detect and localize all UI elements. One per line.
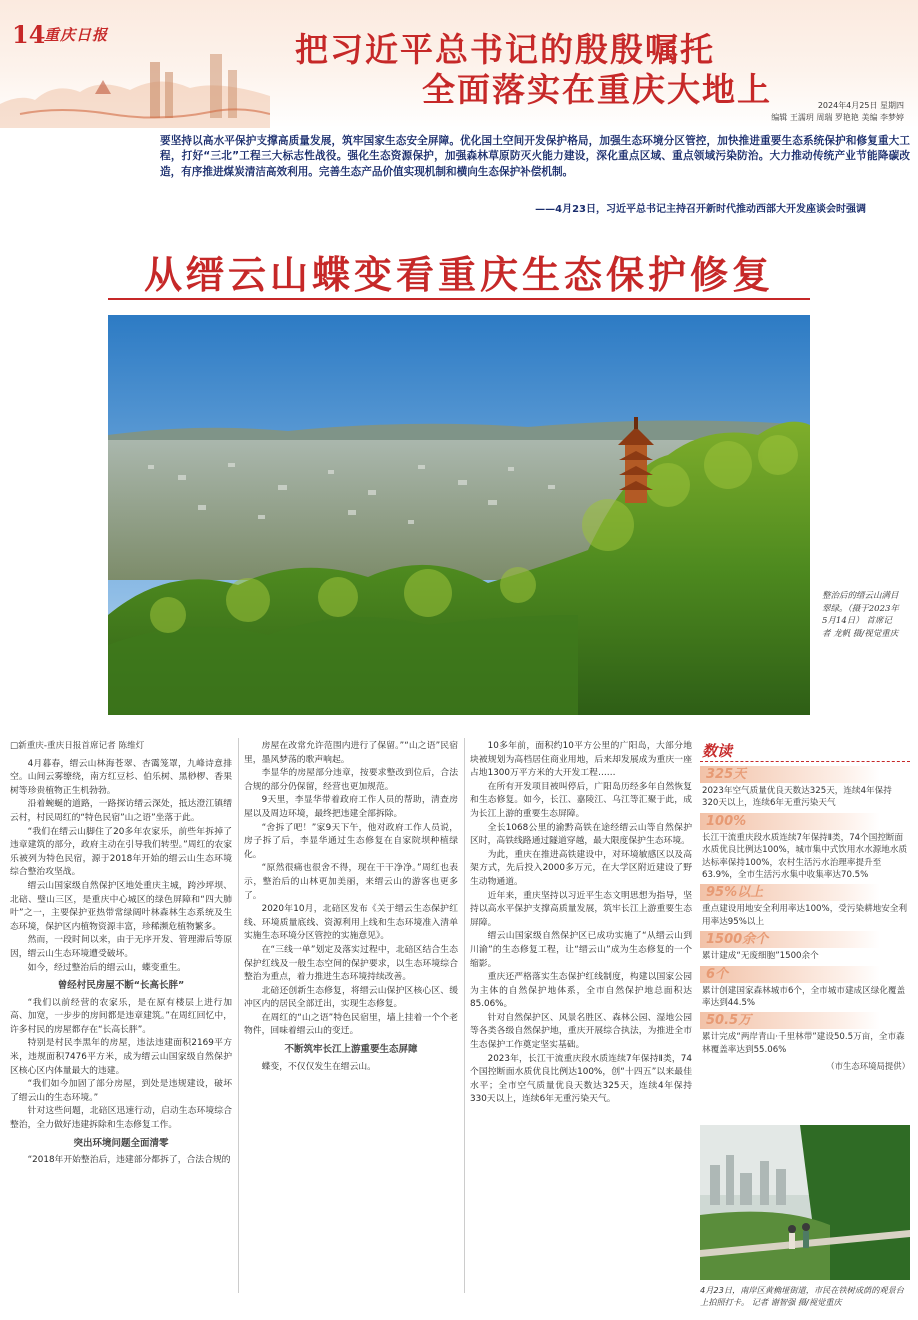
stat-value: 325天 bbox=[700, 766, 880, 783]
paragraph: 针对这些问题，北碚区迅速行动，启动生态环境综合整治，全力做好违建拆除和生态修复工作。 bbox=[10, 1106, 232, 1131]
stat-item bbox=[700, 813, 910, 882]
paragraph: 缙云山国家级自然保护区地处重庆主城，跨沙坪坝、北碚、璧山三区，是重庆中心城区的绿色屏障和“四大肺叶”之一，主要保护亚热带常绿阔叶林森林生态系统及生态环境，保护区内植物资源丰富，珍稀濒危植物繁多。 bbox=[10, 880, 232, 932]
newspaper-name: 重庆日报 bbox=[44, 26, 109, 44]
paragraph: 9天里，李显华带着政府工作人员的帮助，清查房屋以及周边环境，最终把违建全部拆除。 bbox=[244, 795, 458, 819]
paragraph: 4月暮春，缙云山林海苍翠、杏霭笼罩，九峰诗意排空。山间云雾缭绕，南方红豆杉、伯乐树、黑桫椤、香果树等珍贵植物正生机勃勃。 bbox=[10, 758, 232, 796]
page-number: 14 bbox=[12, 20, 46, 49]
jinyun-mountain-photo bbox=[108, 315, 810, 715]
paragraph: “2018年开始整治后，违建部分都拆了，合法合规的 bbox=[27, 1155, 231, 1166]
banner-title-line1: 把习近平总书记的殷殷嘱托 bbox=[295, 30, 715, 69]
paragraph: 蝶变，不仅仅发生在缙云山。 bbox=[261, 1061, 376, 1072]
caption-area bbox=[810, 315, 904, 715]
viewing-platform-photo bbox=[700, 1125, 910, 1280]
editors-credit: 编辑 王濡玥 周瑞 罗艳艳 美编 李梦婷 bbox=[771, 113, 904, 122]
paragraph: “原然很痛也很舍不得，现在干干净净。”周红也表示，整治后的山林更加美丽，来缙云山的游客也更多了。 bbox=[244, 863, 458, 901]
headline-rule bbox=[108, 298, 810, 300]
stat-description: 累计建成“无废细胞”1500余个 bbox=[702, 951, 819, 962]
paragraph: 全长1068公里的渝黔高铁在途经缙云山等自然保护区时，高铁线路通过隧道穿越，最大限度保护生态环境。 bbox=[470, 822, 692, 847]
paragraph: 房屋在改常允许范围内进行了保留。”“山之语”民宿里，墨风梦荡的歌声响起。 bbox=[244, 741, 458, 765]
paragraph: 然而，一段时间以来，由于无序开发、管理滞后等原因，缙云山生态环境遭受破坏。 bbox=[10, 935, 232, 959]
paragraph: 2023年，长江干流重庆段水质连续7年保持Ⅱ类，74个国控断面水质优良比例达100%，创“十四五”以来最佳水平；全市空气质量优良天数达325天，连续4年保持330天以上，连续6年无重污染天气。 bbox=[470, 1053, 692, 1105]
column-divider bbox=[238, 738, 239, 1293]
paragraph: 如今，经过整治后的缙云山，蝶变重生。 bbox=[27, 962, 186, 973]
stat-item bbox=[700, 931, 910, 962]
subheading: 不断筑牢长江上游重要生态屏障 bbox=[284, 1044, 418, 1056]
main-headline: 从缙云山蝶变看重庆生态保护修复 bbox=[143, 252, 774, 297]
paragraph: 在所有开发项目被叫停后，广阳岛历经多年自然恢复和生态修复。如今，长江、嘉陵江、乌江等汇聚于此，成为长江上游的重要生态屏障。 bbox=[470, 781, 692, 819]
article-column-2 bbox=[244, 740, 458, 1074]
stat-description: 累计完成“两岸青山·千里林带”建设50.5万亩，全市森林覆盖率达到55.06% bbox=[702, 1032, 905, 1055]
paragraph: 沿着蜿蜒的道路，一路探访缙云深处，抵达澄江镇缙云村，村民周红的“特色民宿”山之语”坐落于此。 bbox=[10, 799, 232, 823]
paragraph: “舍拆了吧！”家9天下午，他对政府工作人员说，房子拆了后，李显华通过生态修复在自家院坝种植绿化。 bbox=[244, 822, 458, 860]
leader-quote: 要坚持以高水平保护支撑高质量发展，筑牢国家生态安全屏障。优化国土空间开发保护格局，加强生态环境分区管控，加快推进重要生态系统保护和修复重大工程，打好“三北”工程三大标志性战役。强化生态资源保护，加强森林草原防灭火能力建设，深化重点区域、重点领域污染防治。大力推动传统产业节能降碳改造，有序推进煤炭清洁高效利用。完善生态产品价值实现机制和横向生态保护补偿机制。 bbox=[160, 135, 910, 178]
column-divider bbox=[464, 738, 465, 1293]
stat-description: 累计创建国家森林城市6个，全市城市建成区绿化覆盖率达到44.5% bbox=[702, 985, 906, 1009]
stat-item bbox=[700, 1012, 910, 1056]
paragraph: 为此，重庆在推进高铁建设中，对环境敏感区以及高架方式，先后投入2000多万元，在大学区附近建设了野生动物通道。 bbox=[470, 849, 692, 887]
stat-description: 长江干流重庆段水质连续7年保持Ⅱ类，74个国控断面水质优良比例达100%，城市集中式饮用水水源地水质达标率保持100%，农村生活污水治理率提升至63.9%，全市生活污水集中收集率达70.5% bbox=[702, 832, 908, 881]
paragraph: 2020年10月，北碚区发布《关于缙云生态保护红线、环境质量底线、资源利用上线和生态环境准入清单实施生态环境分区管控的实施意见》。 bbox=[244, 904, 458, 942]
article-column-3 bbox=[470, 740, 692, 1107]
paragraph: 在“三线一单”划定及落实过程中，北碚区结合生态保护红线及一般生态空间的保护要求，以生态环境综合整治为重点，着力推进生态环境持续改善。 bbox=[244, 944, 458, 983]
paragraph: 李显华的房屋部分违章，按要求整改到位后，合法合规的部分仍保留，经营也更加规范。 bbox=[244, 768, 458, 792]
paragraph: “我们以前经营的农家乐，是在原有楼层上进行加高、加宽，一步步的房间都是违章建筑。”在周红回忆中，许多村民的房屋都存在“长高长胖”。 bbox=[10, 997, 232, 1035]
banner-title-line2: 全面落实在重庆大地上 bbox=[422, 70, 772, 109]
paragraph: “我们如今加固了部分房屋，到处是违规建设，破坏了缙云山的生态环境。” bbox=[10, 1079, 232, 1103]
stat-item bbox=[700, 766, 910, 810]
paragraph: 特别是村民李黑年的房屋，违法违建面积2169平方米，违规面积7476平方米，成为缙云山国家级自然保护区核心区内体量最大的违建。 bbox=[10, 1038, 232, 1076]
stat-item bbox=[700, 884, 910, 928]
landscape-illustration bbox=[108, 315, 810, 715]
stat-value: 1500余个 bbox=[700, 931, 880, 948]
stat-description: 重点建设用地安全利用率达100%，受污染耕地安全利用率达95%以上 bbox=[702, 904, 908, 927]
paragraph: 10多年前，面积约10平方公里的广阳岛，大部分地块被规划为高档居住商业用地，后来却发展成为重庆一座占地1300万平方米的大开发工程…… bbox=[470, 741, 692, 779]
sidebar-photo-caption: 4月23日，南岸区黄桷垭街道，市民在铁树成荫的观景台上拍照打卡。 记者 谢智强 摄/视觉重庆 bbox=[700, 1285, 904, 1307]
paragraph: 北碚还创新生态修复，将缙云山保护区核心区、缓冲区内的居民全部迁出，实现生态修复。 bbox=[244, 985, 458, 1010]
article-column-1 bbox=[10, 740, 232, 1168]
data-sidebar bbox=[700, 740, 910, 1072]
paragraph: 在周红的“山之语”特色民宿里，墙上挂着一个个老物件，回味着缙云山的变迁。 bbox=[244, 1012, 458, 1037]
paragraph: “我们在缙云山脚住了20多年农家乐，前些年拆掉了违章建筑的部分，政府主动在引导我们转型。”周红的农家乐被列为特色民宿，源于2018年开始的缙云山生态环境综合整治攻坚战。 bbox=[10, 826, 232, 878]
city-viewpoint-illustration bbox=[700, 1125, 910, 1280]
sidebar-title: 数读 bbox=[700, 740, 910, 762]
stat-value: 95%以上 bbox=[700, 884, 880, 901]
photo-caption: 整治后的缙云山满目翠绿。（摄于2023年5月14日） 首席记者 龙帆 摄/视觉重庆 bbox=[822, 591, 899, 639]
page-header bbox=[0, 0, 918, 128]
article-byline: □新重庆-重庆日报首席记者 陈维灯 bbox=[10, 741, 145, 751]
paragraph: 针对自然保护区、风景名胜区、森林公园、湿地公园等各类各级自然保护地，重庆开展综合执法，为推进全市生态保护工作奠定坚实基础。 bbox=[470, 1012, 692, 1051]
paragraph: 近年来，重庆坚持以习近平生态文明思想为指导，坚持以高水平保护支撑高质量发展，筑牢长江上游重要生态屏障。 bbox=[470, 890, 692, 928]
stat-description: 2023年空气质量优良天数达325天，连续4年保持320天以上，连续6年无重污染天气 bbox=[702, 786, 892, 809]
stat-value: 50.5万 bbox=[700, 1012, 880, 1029]
quote-source: ——4月23日，习近平总书记主持召开新时代推动西部大开发座谈会时强调 bbox=[535, 204, 866, 215]
subheading: 突出环境问题全面清零 bbox=[73, 1137, 169, 1149]
stat-value: 100% bbox=[700, 813, 880, 830]
subheading: 曾经村民房屋不断“长高长胖” bbox=[57, 980, 185, 992]
paragraph: 缙云山国家级自然保护区已成功实施了“从缙云山到川渝”的生态修复工程，让“缙云山”成为生态修复的一个缩影。 bbox=[470, 931, 692, 969]
issue-date: 2024年4月25日 星期四 bbox=[817, 101, 904, 110]
sidebar-source: （市生态环境局提供） bbox=[826, 1061, 910, 1072]
stat-value: 6个 bbox=[700, 966, 880, 983]
stat-item bbox=[700, 966, 910, 1010]
paragraph: 重庆还严格落实生态保护红线制度，构建以国家公园为主体的自然保护地体系，全市自然保护地总面积达85.06%。 bbox=[470, 972, 692, 1010]
